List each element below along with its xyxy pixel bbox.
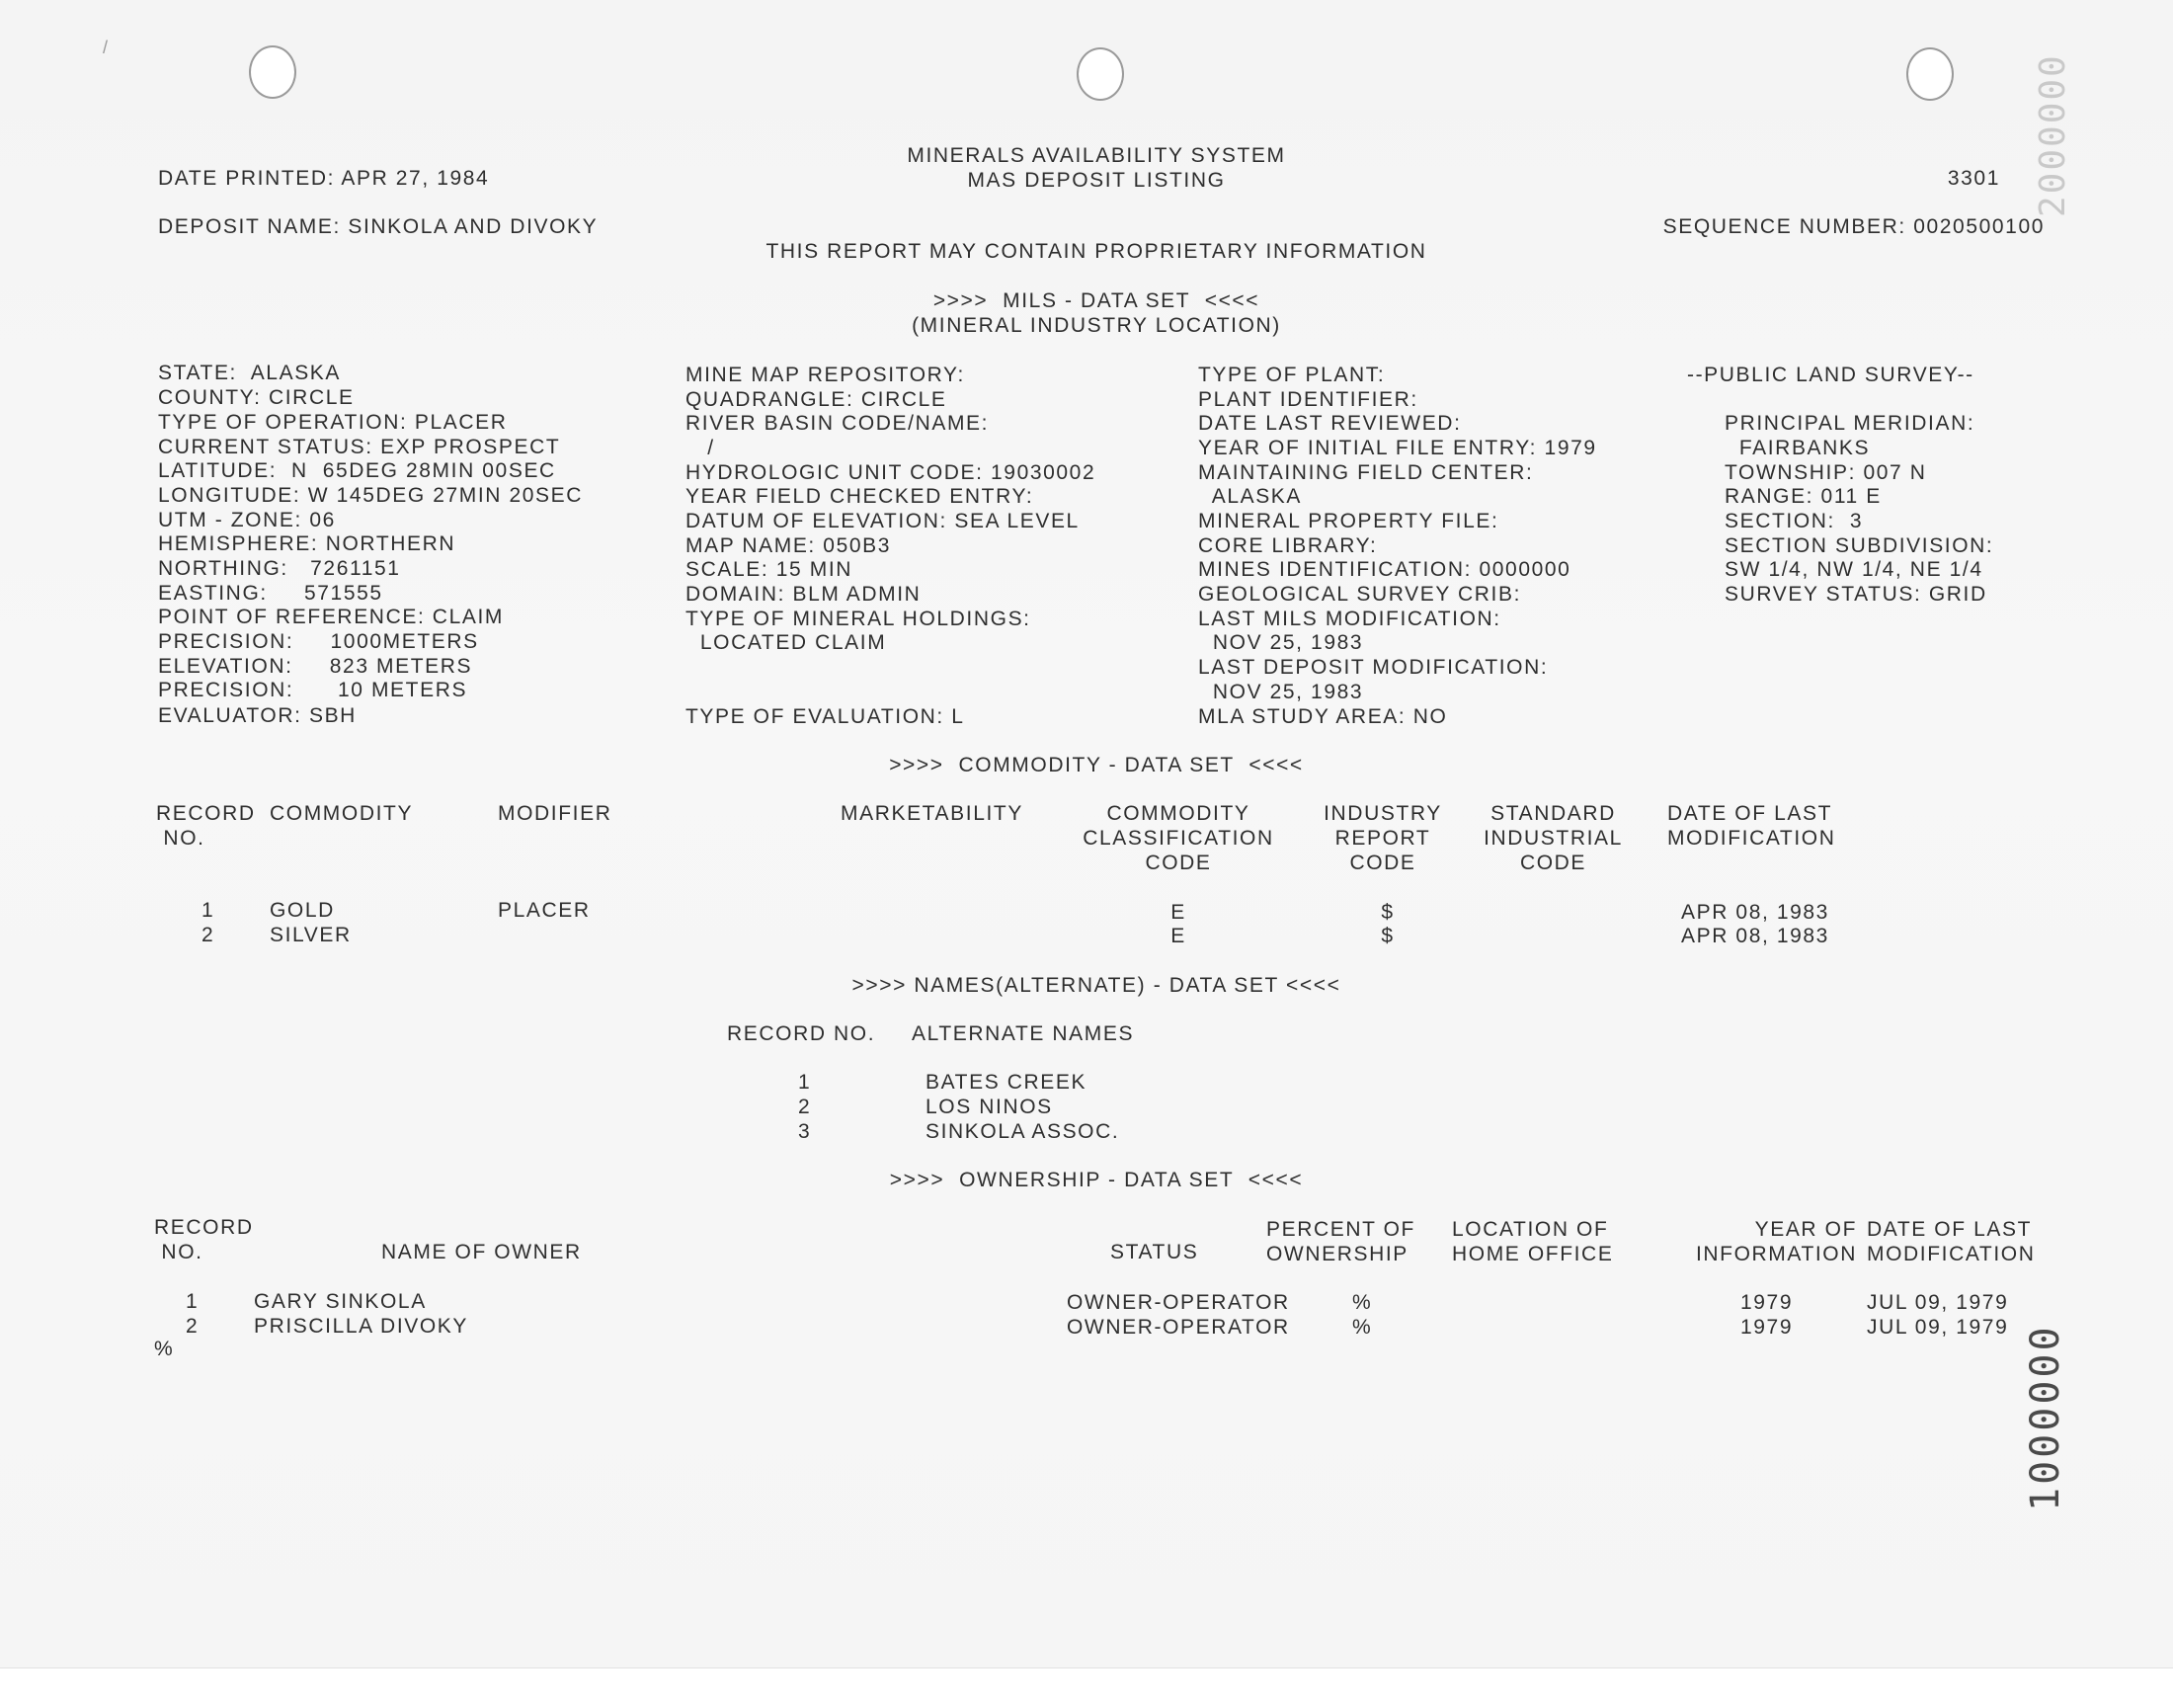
mils-field: MAP NAME: 050B3 xyxy=(685,534,892,557)
sequence-number: SEQUENCE NUMBER: 0020500100 xyxy=(1662,215,2045,238)
page-stamp-bottom: 1000000 xyxy=(2023,1324,2068,1511)
mils-field: YEAR OF INITIAL FILE ENTRY: 1979 xyxy=(1198,437,1597,459)
owner-name: GARY SINKOLA xyxy=(254,1290,427,1313)
record-number: 1 xyxy=(798,1071,812,1094)
mils-field: HEMISPHERE: NORTHERN xyxy=(158,532,456,555)
column-header-owner: NAME OF OWNER xyxy=(381,1241,582,1263)
mils-field: EVALUATOR: SBH xyxy=(158,704,357,727)
mils-field: NORTHING: 7261151 xyxy=(158,557,401,580)
mils-field: MLA STUDY AREA: NO xyxy=(1198,705,1448,728)
binder-hole-center xyxy=(1077,47,1124,101)
page-number: 3301 xyxy=(1947,167,2000,190)
modification-date: APR 08, 1983 xyxy=(1681,925,1829,947)
mils-field: ALASKA xyxy=(1198,485,1303,508)
mils-field: LAST DEPOSIT MODIFICATION: xyxy=(1198,656,1549,679)
mils-field: LOCATED CLAIM xyxy=(685,631,887,654)
mils-field: LAST MILS MODIFICATION: xyxy=(1198,608,1501,630)
information-year: 1979 xyxy=(1740,1291,1794,1314)
ownership-percent: % xyxy=(1352,1316,1373,1339)
mils-field: MINES IDENTIFICATION: 0000000 xyxy=(1198,558,1571,581)
mils-field: RIVER BASIN CODE/NAME: xyxy=(685,412,990,435)
mils-field: STATE: ALASKA xyxy=(158,362,342,384)
survey-field: FAIRBANKS xyxy=(1725,437,1871,459)
survey-field: SURVEY STATUS: GRID xyxy=(1725,583,1987,606)
column-header-record: RECORD NO. xyxy=(156,802,256,850)
scan-bottom-edge xyxy=(0,1667,2173,1708)
survey-field: SECTION: 3 xyxy=(1725,510,1864,532)
mils-field: POINT OF REFERENCE: CLAIM xyxy=(158,606,504,628)
record-number: 1 xyxy=(186,1290,200,1313)
column-header-industry-code: INDUSTRY REPORT CODE xyxy=(1324,802,1442,874)
pen-mark: / xyxy=(103,38,109,57)
survey-field: TOWNSHIP: 007 N xyxy=(1725,461,1927,484)
deposit-name: DEPOSIT NAME: SINKOLA AND DIVOKY xyxy=(158,215,599,238)
record-number: 1 xyxy=(201,899,215,922)
listing-title: MAS DEPOSIT LISTING xyxy=(967,169,1226,192)
mils-field: PRECISION: 10 METERS xyxy=(158,679,468,701)
record-number: 2 xyxy=(798,1096,812,1118)
mils-field: DOMAIN: BLM ADMIN xyxy=(685,583,922,606)
record-number: 2 xyxy=(201,924,215,946)
alternate-name: BATES CREEK xyxy=(926,1071,1087,1094)
system-title: MINERALS AVAILABILITY SYSTEM xyxy=(907,144,1286,167)
column-header-marketability: MARKETABILITY xyxy=(841,802,1023,825)
ownership-percent: % xyxy=(1352,1291,1373,1314)
alternate-name: SINKOLA ASSOC. xyxy=(926,1120,1120,1143)
binder-hole-right xyxy=(1906,47,1954,101)
owner-status: OWNER-OPERATOR xyxy=(1067,1316,1290,1339)
classification-code: E xyxy=(1170,901,1186,924)
mils-field: MINERAL PROPERTY FILE: xyxy=(1198,510,1499,532)
industry-code: $ xyxy=(1381,925,1395,947)
modification-date: JUL 09, 1979 xyxy=(1867,1316,2009,1339)
column-header-record: RECORD NO. xyxy=(727,1022,876,1045)
column-header-record: RECORD NO. xyxy=(154,1216,254,1263)
column-header-sic-code: STANDARD INDUSTRIAL CODE xyxy=(1484,802,1623,874)
mils-field: GEOLOGICAL SURVEY CRIB: xyxy=(1198,583,1522,606)
survey-field: PRINCIPAL MERIDIAN: xyxy=(1725,412,1975,435)
mils-field: LATITUDE: N 65DEG 28MIN 00SEC xyxy=(158,459,556,482)
mils-field: TYPE OF OPERATION: PLACER xyxy=(158,411,508,434)
column-header-commodity: COMMODITY xyxy=(270,802,414,825)
survey-field: SW 1/4, NW 1/4, NE 1/4 xyxy=(1725,558,1983,581)
record-number: 2 xyxy=(186,1315,200,1338)
mils-field: MINE MAP REPOSITORY: xyxy=(685,364,965,386)
column-header-classification: COMMODITY CLASSIFICATION CODE xyxy=(1083,802,1274,874)
column-header-percent: PERCENT OF OWNERSHIP xyxy=(1266,1218,1415,1265)
survey-field: RANGE: 011 E xyxy=(1725,485,1882,508)
information-year: 1979 xyxy=(1740,1316,1794,1339)
mils-field: SCALE: 15 MIN xyxy=(685,558,853,581)
column-header-last-modification: DATE OF LAST MODIFICATION xyxy=(1867,1218,2036,1265)
mils-field: NOV 25, 1983 xyxy=(1198,681,1364,703)
owner-name: PRISCILLA DIVOKY xyxy=(254,1315,469,1338)
owner-status: OWNER-OPERATOR xyxy=(1067,1291,1290,1314)
column-header-status: STATUS xyxy=(1110,1241,1199,1263)
mils-field: MAINTAINING FIELD CENTER: xyxy=(1198,461,1534,484)
date-printed: DATE PRINTED: APR 27, 1984 xyxy=(158,167,490,190)
mils-field: UTM - ZONE: 06 xyxy=(158,509,336,531)
mils-field: EASTING: 571555 xyxy=(158,582,383,605)
mils-field: PLANT IDENTIFIER: xyxy=(1198,388,1418,411)
modification-date: APR 08, 1983 xyxy=(1681,901,1829,924)
industry-code: $ xyxy=(1381,901,1395,924)
mils-field: CORE LIBRARY: xyxy=(1198,534,1378,557)
mils-field: PRECISION: 1000METERS xyxy=(158,630,479,653)
mils-field: / xyxy=(685,437,715,459)
survey-field: SECTION SUBDIVISION: xyxy=(1725,534,1994,557)
column-header-year: YEAR OF INFORMATION xyxy=(1695,1218,1857,1265)
commodity-name: GOLD xyxy=(270,899,335,922)
alternate-name: LOS NINOS xyxy=(926,1096,1053,1118)
mils-title: >>>> MILS - DATA SET <<<< xyxy=(932,289,1260,312)
mils-field: DATE LAST REVIEWED: xyxy=(1198,412,1462,435)
column-header-modifier: MODIFIER xyxy=(498,802,612,825)
commodity-name: SILVER xyxy=(270,924,352,946)
mils-field: COUNTY: CIRCLE xyxy=(158,386,355,409)
classification-code: E xyxy=(1170,925,1186,947)
mils-field: YEAR FIELD CHECKED ENTRY: xyxy=(685,485,1034,508)
column-header-alternate-names: ALTERNATE NAMES xyxy=(912,1022,1135,1045)
mils-field: ELEVATION: 823 METERS xyxy=(158,655,473,678)
binder-hole-left xyxy=(249,45,296,99)
commodity-modifier: PLACER xyxy=(498,899,591,922)
mils-field: HYDROLOGIC UNIT CODE: 19030002 xyxy=(685,461,1096,484)
mils-field: TYPE OF EVALUATION: L xyxy=(685,705,965,728)
mils-field: CURRENT STATUS: EXP PROSPECT xyxy=(158,436,561,458)
page-stamp-top: 2000000 xyxy=(2033,53,2073,217)
mils-field: DATUM OF ELEVATION: SEA LEVEL xyxy=(685,510,1080,532)
mils-field: NOV 25, 1983 xyxy=(1198,631,1364,654)
column-header-last-modification: DATE OF LAST MODIFICATION xyxy=(1667,802,1836,850)
public-land-survey-title: --PUBLIC LAND SURVEY-- xyxy=(1687,364,1974,386)
mils-subtitle: (MINERAL INDUSTRY LOCATION) xyxy=(912,314,1281,337)
names-title: >>>> NAMES(ALTERNATE) - DATA SET <<<< xyxy=(851,974,1341,997)
modification-date: JUL 09, 1979 xyxy=(1867,1291,2009,1314)
mils-field: TYPE OF MINERAL HOLDINGS: xyxy=(685,608,1031,630)
mils-field: TYPE OF PLANT: xyxy=(1198,364,1386,386)
mils-field: LONGITUDE: W 145DEG 27MIN 20SEC xyxy=(158,484,584,507)
proprietary-notice: THIS REPORT MAY CONTAIN PROPRIETARY INFORMATION xyxy=(765,240,1427,263)
trailer-mark: % xyxy=(154,1338,175,1360)
mils-field: QUADRANGLE: CIRCLE xyxy=(685,388,947,411)
column-header-location: LOCATION OF HOME OFFICE xyxy=(1452,1218,1614,1265)
ownership-title: >>>> OWNERSHIP - DATA SET <<<< xyxy=(889,1169,1304,1191)
record-number: 3 xyxy=(798,1120,812,1143)
commodity-title: >>>> COMMODITY - DATA SET <<<< xyxy=(889,754,1304,776)
